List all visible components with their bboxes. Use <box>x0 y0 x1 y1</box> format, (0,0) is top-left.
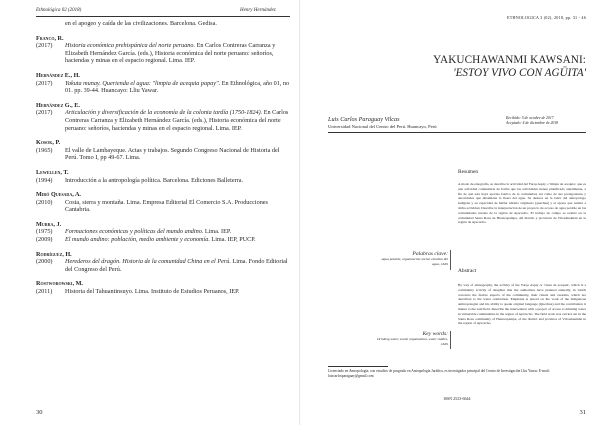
reference-entry <box>36 236 290 244</box>
reference-author: Rostworowski, M. <box>36 280 83 288</box>
author-block <box>328 116 488 129</box>
key-words <box>376 331 448 346</box>
key-words-label: Key words: <box>422 331 448 337</box>
abstract-text: By way of ethnography, the activity of the Yarqa Aspiy or 'clean de acequia', which is a community activity of daughter that the authorities have planned annually, in which concerns the festive aspects of the community, their rituals and customs, which are described to the water celebration. Emphasis is placed on the work of the indigenous anthropologist and his ability to speak original language (Quechua) and the contribution it makes to the said field. Describe the intervention with a project of access to drinking water in vulnerable communities in the region of Ayacucho. The field work was carried out in the Santa Rosa community of Huancapampa, of the district and province of Vilcashuamán in the region of Ayacucho. <box>458 283 586 326</box>
reference-details: En Carlos Contreras Carranza y Elizabeth Hernández García. (eds.), Historia económica del norte peruano: señoríos, haciendas y minas en el espacio regional. Lima. IEP. <box>65 109 289 132</box>
reference-details: En Carlos Contreras Carranza y Elizabeth Hernández García. (eds.), Historia económica del norte peruano: señoríos, haciendas y minas en el espacio regional. Lima. IEP. <box>65 42 276 65</box>
reference-year: (2009) <box>36 236 53 244</box>
reference-details: Lima. Fondo Editorial del Congreso del Perú. <box>65 258 288 273</box>
reference-year: (2017) <box>36 42 53 50</box>
author-affiliation: Universidad Nacional del Centro del Perú. Huancayo, Perú <box>328 124 437 129</box>
reference-author: Franco, R. <box>36 34 64 42</box>
running-head-journal: Ethnológica 02 (2018) <box>36 8 82 13</box>
reference-author: Murra, J. <box>36 220 62 228</box>
reference-details: Historia del Tahuantinsuyo. Lima. Instituto de Estudios Peruanos, IEP. <box>65 288 240 296</box>
author-footnote: Licenciado en Antropología; con estudios de posgrado en Antropología Jurídica, es investigador principal del Centro de Investigación Lliu Yawar. E-mail: luiscarlosparaguay@gmail.com <box>328 369 550 378</box>
reference-year: (1994) <box>36 176 53 184</box>
reference-year: (2017) <box>36 79 53 87</box>
reference-details: Lima. IEP. <box>204 228 232 236</box>
reference-entry <box>36 177 290 185</box>
reference-year: (1965) <box>36 146 53 154</box>
reference-author: Rodríguez, H. <box>36 250 72 258</box>
accepted-date: Aceptado: 4 de diciembre de 2018 <box>506 121 559 125</box>
running-head-rule <box>36 16 290 17</box>
reference-title: Yakuta munay. Querienda el agua: "limpia de acequia papay". <box>65 79 221 87</box>
palabras-clave-values: Agua potable, organización social, estudios del agua, JASS <box>381 257 448 266</box>
reference-details: Introducción a la antropología política. Barcelona. Ediciones Balleterra. <box>65 176 243 184</box>
reference-entry <box>36 80 290 95</box>
footnote-rule <box>328 366 388 367</box>
reference-entry <box>36 199 290 214</box>
reference-entry <box>36 147 290 162</box>
key-words-values: Drinking water, social organization, water studies, JASS <box>376 337 448 346</box>
keywords-rule <box>450 331 451 349</box>
reference-author: Hernández G., E. <box>36 101 80 109</box>
article-title <box>316 54 586 80</box>
resumen-heading: Resumen <box>458 169 479 175</box>
abstract-heading: Abstract <box>458 268 477 274</box>
page-number-left: 30 <box>36 409 43 416</box>
author-name: Luis Carlos Paraguay Vilcas <box>328 116 400 123</box>
reference-title: El mundo andino: población, medio ambiente y economía. <box>65 236 210 244</box>
reference-year: (1975) <box>36 228 53 236</box>
reference-year: (2017) <box>36 109 53 117</box>
running-head-journal-pages: ETHNOLOGICA 3 (02), 2018, pp. 31 - 46 <box>506 15 586 20</box>
reference-title: Historia económica prehispánica del norte peruano. <box>65 42 196 50</box>
reference-author: Lewellen, T. <box>36 168 69 176</box>
palabras-clave-label: Palabras clave: <box>412 251 448 257</box>
reference-year: (2000) <box>36 258 53 266</box>
keywords-rule <box>450 250 451 270</box>
reference-year: (2010) <box>36 198 53 206</box>
reference-entry <box>36 228 290 236</box>
right-page <box>300 0 600 425</box>
reference-title: Herederos del dragón. Historia de la comunidad China en el Perú. <box>65 258 231 266</box>
reference-entry <box>36 42 290 65</box>
reference-continuation: en el apogeo y caída de las civilizaciones. Barcelona. Gedisa. <box>65 20 217 27</box>
article-title-line1: YAKUCHAWANMI KAWSANI: <box>433 54 586 66</box>
article-title-line2: 'ESTOY VIVO CON AGÜITA' <box>453 67 586 79</box>
reference-details: En Ethnológica, año 01, no 01. pp. 39-44. Huancayo: Lliu Yawar. <box>65 79 290 95</box>
reference-details: Lima. IEP, PUCP. <box>211 236 256 244</box>
issn: ISSN 2523-6644 <box>443 396 471 401</box>
reference-entry <box>36 109 290 132</box>
reference-author: Kosok, P. <box>36 139 61 147</box>
palabras-clave <box>376 251 448 266</box>
reference-year: (2011) <box>36 288 53 296</box>
reference-details: El valle de Lambayeque. Actas y trabajos. Segundo Congreso Nacional de Historia del Perú. Tomo I, pp 49-67. Lima. <box>65 146 280 162</box>
reference-details: Costa, sierra y montaña. Lima. Empresa Editorial El Comercio S.A. Producciones Cantabria. <box>65 198 268 214</box>
reference-author: Hernández E., H. <box>36 71 80 79</box>
reference-entry <box>36 288 290 296</box>
page-number-right: 31 <box>579 409 586 416</box>
reference-title: Formaciones económicas y políticas del mundo andino. <box>65 228 204 236</box>
reference-author: Miró Quesada, A. <box>36 191 81 199</box>
resumen-text: A modo de etnografía, se describe la actividad del Yarqa Aspiy o 'limpia de acequia', que es una actividad comunitaria de forma que las actividades tienen planificado anualmente, a fin de que esta haya aportes festivo de la comunidad, así como de sus protagonistas y autoridades que dinamizan la fiesta del agua. Se destaca en la labor del antropólogo indígena y su capacidad de hablar idioma originario (quechua) y el aporte que realiza a dicha actividad. Describe la interpretación de un proyecto de acceso de agua potable en las comunidades rurales de la región de Ayacucho. El trabajo de campo se realizó en la comunidad Santa Rosa de Huancapampa, del distrito y provincia de Vilcashuamán en la región de Ayacucho. <box>458 182 586 225</box>
title-rule <box>328 132 586 133</box>
received-date: Recibido: 5 de octubre de 2017 <box>506 116 554 120</box>
references-list <box>36 20 290 296</box>
reference-entry <box>36 258 290 273</box>
article-dates <box>506 116 586 126</box>
running-head-author: Henry Hernández <box>240 8 276 13</box>
reference-title: Articulación y diversificación de la economía de la colonia tardía (1750-1824). <box>65 109 263 117</box>
